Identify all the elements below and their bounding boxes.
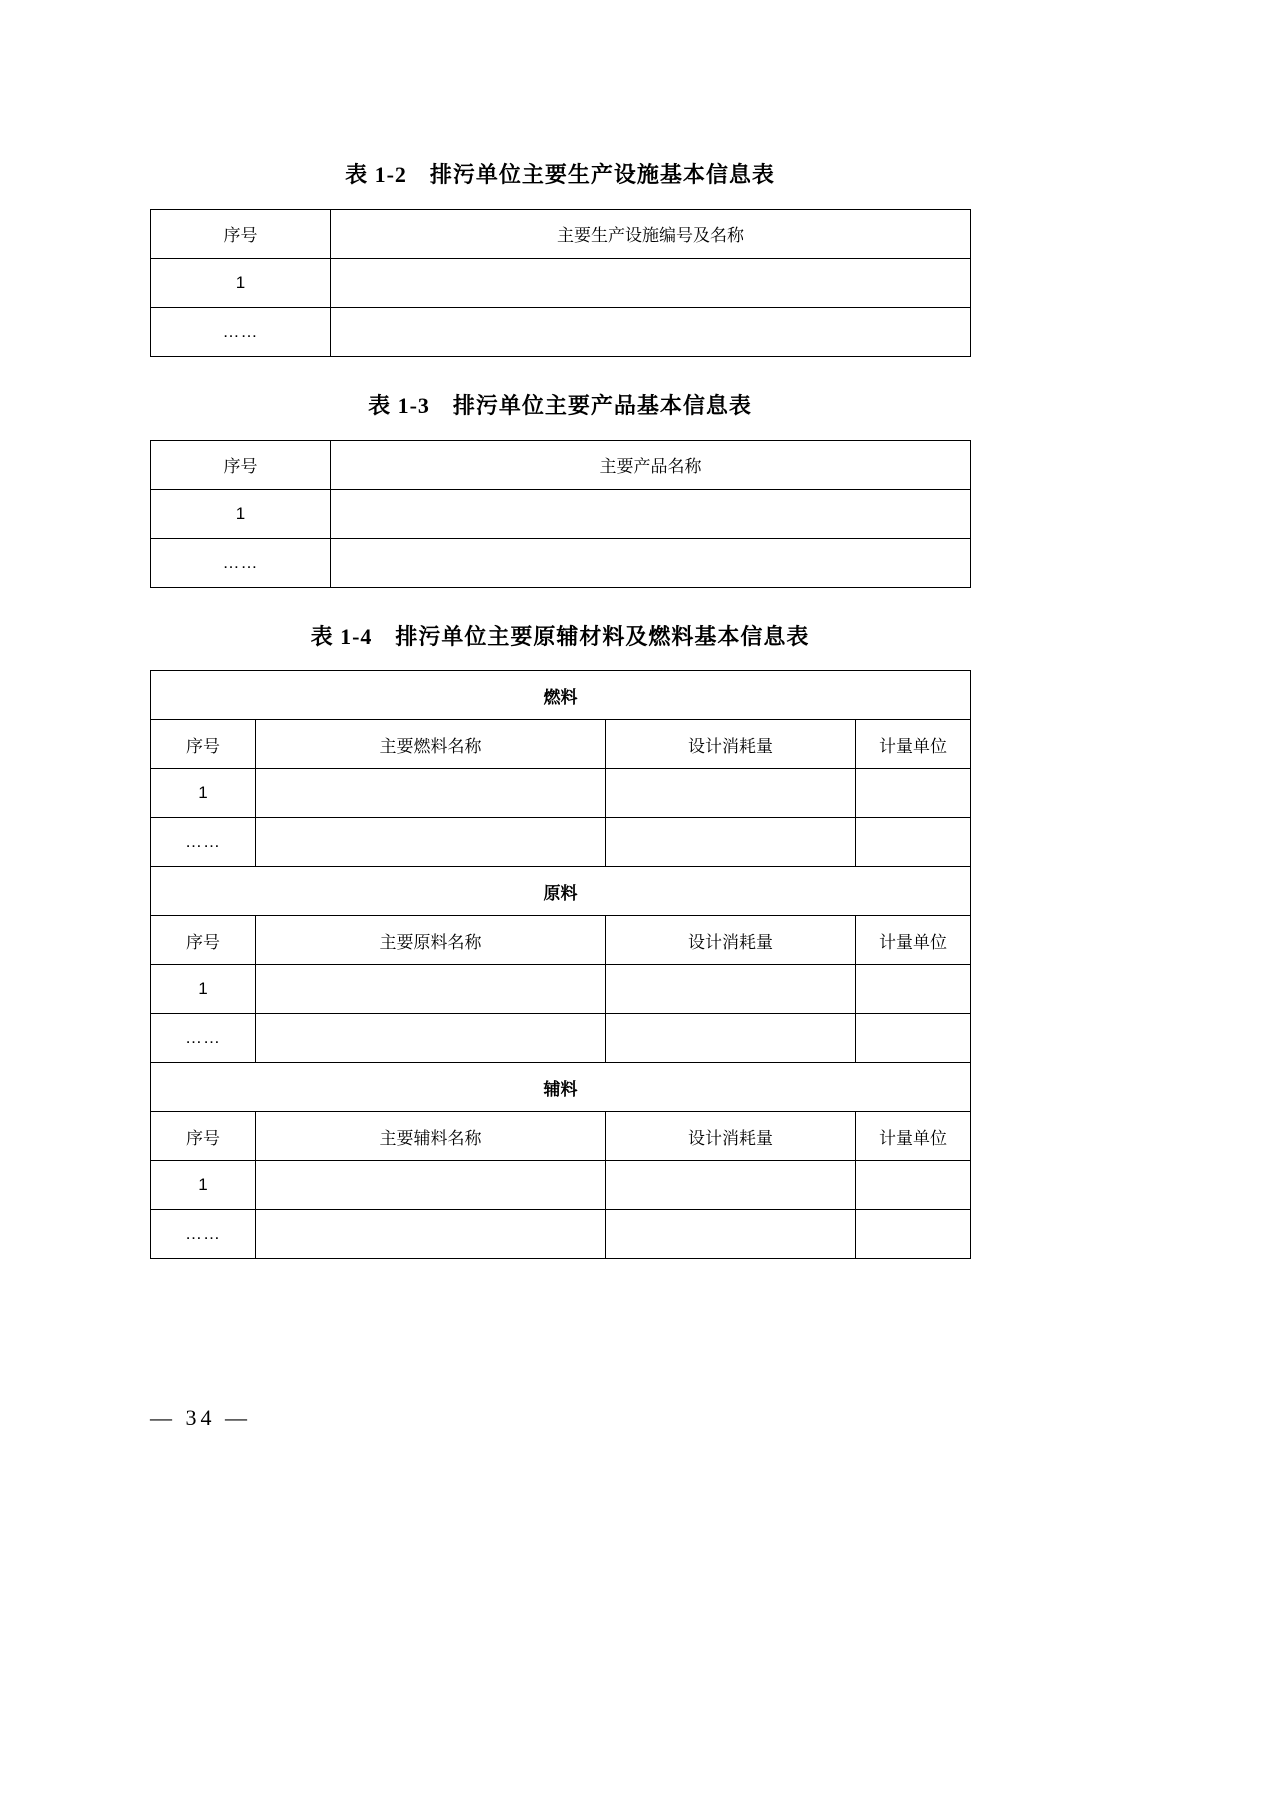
- cell-seq: ……: [151, 818, 256, 867]
- cell-name[interactable]: [256, 965, 606, 1014]
- cell-facility[interactable]: [331, 307, 971, 356]
- section-header-row-fuel: [151, 671, 971, 720]
- table-row: [151, 818, 971, 867]
- cell-name[interactable]: [256, 769, 606, 818]
- table-1-3: [150, 440, 971, 588]
- cell-consumption[interactable]: [606, 769, 856, 818]
- cell-seq: 1: [151, 258, 331, 307]
- table-row: [151, 769, 971, 818]
- cell-name[interactable]: [256, 1210, 606, 1259]
- cell-seq: 1: [151, 489, 331, 538]
- cell-name[interactable]: [256, 818, 606, 867]
- cell-seq: ……: [151, 538, 331, 587]
- cell-product[interactable]: [331, 538, 971, 587]
- table-row: [151, 1161, 971, 1210]
- cell-unit[interactable]: [856, 1161, 971, 1210]
- column-header-unit: 计量单位: [856, 1112, 971, 1161]
- cell-seq: ……: [151, 1014, 256, 1063]
- table-header-row: [151, 916, 971, 965]
- page-number: — 34 —: [150, 1405, 251, 1430]
- cell-seq: 1: [151, 965, 256, 1014]
- table-1-2-title: 表 1-2 排污单位主要生产设施基本信息表: [345, 162, 775, 187]
- column-header-seq: 序号: [151, 440, 331, 489]
- cell-unit[interactable]: [856, 965, 971, 1014]
- table-1-4: [150, 670, 971, 1259]
- table-row: [151, 307, 971, 356]
- table-row: [151, 489, 971, 538]
- cell-unit[interactable]: [856, 769, 971, 818]
- column-header-consumption: 设计消耗量: [606, 916, 856, 965]
- table-header-row: [151, 1112, 971, 1161]
- table-row: [151, 538, 971, 587]
- section-header-row-aux: [151, 1063, 971, 1112]
- page-footer: [150, 1405, 450, 1431]
- table-header-row: [151, 209, 971, 258]
- column-header-seq: 序号: [151, 1112, 256, 1161]
- table-1-4-title: 表 1-4 排污单位主要原辅材料及燃料基本信息表: [310, 623, 810, 649]
- table-row: [151, 258, 971, 307]
- cell-facility[interactable]: [331, 258, 971, 307]
- section-label-fuel: 燃料: [151, 671, 971, 720]
- column-header-consumption: 设计消耗量: [606, 1112, 856, 1161]
- page-content: [150, 160, 970, 1259]
- cell-product[interactable]: [331, 489, 971, 538]
- cell-unit[interactable]: [856, 818, 971, 867]
- column-header-product: 主要产品名称: [331, 440, 971, 489]
- cell-consumption[interactable]: [606, 1210, 856, 1259]
- column-header-name: 主要原料名称: [256, 916, 606, 965]
- cell-consumption[interactable]: [606, 818, 856, 867]
- section-label-aux: 辅料: [151, 1063, 971, 1112]
- cell-consumption[interactable]: [606, 965, 856, 1014]
- table-row: [151, 1210, 971, 1259]
- table-row: [151, 1014, 971, 1063]
- column-header-name: 主要燃料名称: [256, 720, 606, 769]
- column-header-seq: 序号: [151, 209, 331, 258]
- table-header-row: [151, 440, 971, 489]
- column-header-seq: 序号: [151, 720, 256, 769]
- section-header-row-raw: [151, 867, 971, 916]
- section-label-raw: 原料: [151, 867, 971, 916]
- cell-seq: ……: [151, 307, 331, 356]
- table-1-2: [150, 209, 971, 357]
- cell-consumption[interactable]: [606, 1014, 856, 1063]
- column-header-unit: 计量单位: [856, 720, 971, 769]
- column-header-unit: 计量单位: [856, 916, 971, 965]
- cell-seq: 1: [151, 1161, 256, 1210]
- cell-name[interactable]: [256, 1161, 606, 1210]
- column-header-facility: 主要生产设施编号及名称: [331, 209, 971, 258]
- table-1-3-title: 表 1-3 排污单位主要产品基本信息表: [368, 392, 752, 418]
- column-header-consumption: 设计消耗量: [606, 720, 856, 769]
- cell-unit[interactable]: [856, 1014, 971, 1063]
- column-header-seq: 序号: [151, 916, 256, 965]
- table-header-row: [151, 720, 971, 769]
- table-row: [151, 965, 971, 1014]
- cell-name[interactable]: [256, 1014, 606, 1063]
- cell-consumption[interactable]: [606, 1161, 856, 1210]
- cell-seq: 1: [151, 769, 256, 818]
- cell-seq: ……: [151, 1210, 256, 1259]
- column-header-name: 主要辅料名称: [256, 1112, 606, 1161]
- cell-unit[interactable]: [856, 1210, 971, 1259]
